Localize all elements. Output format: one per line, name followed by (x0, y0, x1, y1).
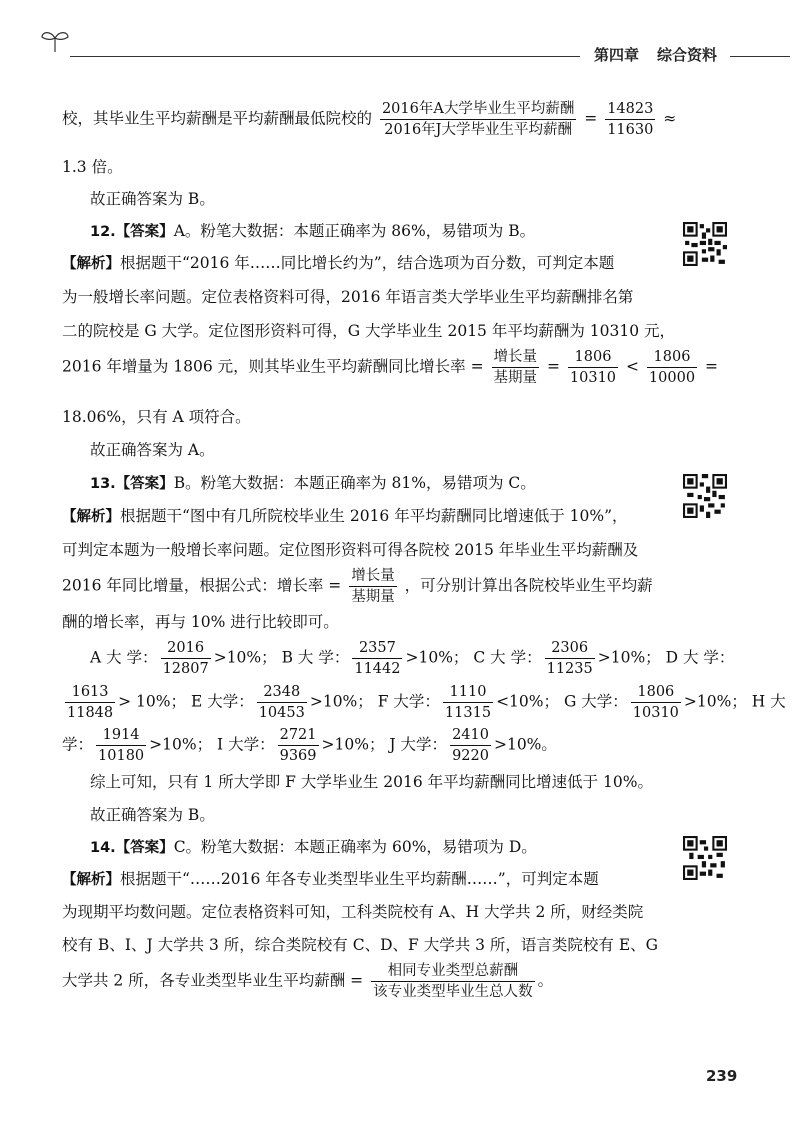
paragraph-line: 校有 B、I、J 大学共 3 所，综合类院校有 C、D、F 大学共 3 所，语言类院校有 E、G (62, 936, 659, 954)
fraction: $\frac{\text{增长量}}{\text{基期量}}$ (493, 349, 538, 387)
paragraph-line: 2016 年同比增量，根据公式：增长率 = $\frac{\text{增长量}}{\text{基期量}}$ ，可分别计算出各院校毕业生平均薪 (62, 568, 653, 606)
fraction: $\frac{1806}{10310}$ (569, 349, 617, 387)
answer-line-13: 13.【答案】B。粉笔大数据：本题正确率为 81%，易错项为 C。 (90, 474, 536, 492)
answer-line-14: 14.【答案】C。粉笔大数据：本题正确率为 60%，易错项为 D。 (90, 838, 537, 856)
paragraph-line: 校，其毕业生平均薪酬是平均薪酬最低院校的 $\frac{\text{2016年A大学毕业生平均薪酬}}{\text{2016年J大学毕业生平均薪酬}}$ = $\frac{14823}{11630}$ ≈ (62, 101, 677, 139)
fraction: $\frac{1806}{10310}$ (632, 684, 679, 722)
paragraph-line: 为一般增长率问题。定位表格资料可得，2016 年语言类大学毕业生平均薪酬排名第 (62, 288, 634, 306)
fraction: $\frac{1110}{11315}$ (444, 684, 492, 722)
paragraph-line: 综上可知，只有 1 所大学即 F 大学毕业生 2016 年平均薪酬同比增速低于 10%。 (90, 773, 654, 791)
calc-line: A 大 学： $\frac{2016}{12807}$ >10%； B 大 学： $\frac{2357}{11442}$ >10%； C 大 学： $\frac{2306}{11235}$ >10%； D 大 学： (90, 640, 735, 678)
page-number: 239 (706, 1067, 738, 1085)
fraction: $\frac{1806}{10000}$ (648, 349, 696, 387)
fraction: $\frac{2016}{12807}$ (162, 640, 209, 678)
paragraph-line: 为现期平均数问题。定位表格资料可知，工科类院校有 A、H 大学共 2 所，财经类院 (62, 903, 644, 921)
fraction: $\frac{2306}{11235}$ (546, 640, 593, 678)
sprout-icon (38, 28, 72, 56)
fraction: $\frac{1613}{11848}$ (67, 684, 114, 722)
paragraph-line: 故正确答案为 B。 (90, 190, 215, 208)
paragraph-line: 酬的增长率，再与 10% 进行比较即可。 (62, 613, 339, 631)
analysis-line: 【解析】根据题干“……2016 年各专业类型毕业生平均薪酬……”，可判定本题 (62, 870, 599, 888)
calc-line: 学： $\frac{1914}{10180}$ >10%； I 大学： $\frac{2721}{9369}$ >10%； J 大学： $\frac{2410}{9220}$ >10%。 (62, 727, 557, 765)
fraction: $\frac{\text{相同专业类型总薪酬}}{\text{该专业类型毕业生总人数}}$ (373, 963, 533, 1001)
chapter-number: 第四章 (594, 46, 640, 64)
calc-line: $\frac{1613}{11848}$ > 10%； E 大学： $\frac{2348}{10453}$ >10%； F 大学： $\frac{1110}{11315}$ <10%； G 大学： $\frac{1806}{10310}$ >10%； H 大 (67, 684, 786, 722)
chapter-title: 综合资料 (657, 46, 718, 64)
paragraph-line: 2016 年增量为 1806 元，则其毕业生平均薪酬同比增长率 = $\frac{\text{增长量}}{\text{基期量}}$ = $\frac{1806}{10310}$ < $\frac{1806}{10000}$ = (62, 349, 718, 387)
paragraph-line: 故正确答案为 B。 (90, 806, 215, 824)
header-rule (70, 56, 580, 57)
qr-code-icon[interactable] (683, 222, 727, 266)
chapter-header (594, 44, 717, 65)
paragraph-line: 可判定本题为一般增长率问题。定位图形资料可得各院校 2015 年毕业生平均薪酬及 (62, 541, 639, 559)
fraction: $\frac{\text{2016年A大学毕业生平均薪酬}}{\text{2016年J大学毕业生平均薪酬}}$ (381, 101, 575, 139)
fraction: $\frac{2348}{10453}$ (258, 684, 305, 722)
fraction: $\frac{2410}{9220}$ (452, 727, 489, 765)
paragraph-line: 18.06%，只有 A 项符合。 (62, 408, 251, 426)
qr-code-icon[interactable] (683, 836, 727, 880)
paragraph-line: 二的院校是 G 大学。定位图形资料可得，G 大学毕业生 2015 年平均薪酬为 10310 元， (62, 322, 676, 340)
paragraph-line: 故正确答案为 A。 (90, 441, 215, 459)
fraction: $\frac{14823}{11630}$ (607, 101, 654, 139)
qr-code-icon[interactable] (683, 474, 727, 518)
paragraph-line: 大学共 2 所，各专业类型毕业生平均薪酬 = $\frac{\text{相同专业类型总薪酬}}{\text{该专业类型毕业生总人数}}$ 。 (62, 963, 554, 1001)
answer-line-12: 12.【答案】A。粉笔大数据：本题正确率为 86%，易错项为 B。 (90, 222, 536, 240)
header-rule-right (730, 56, 790, 57)
analysis-line: 【解析】根据题干“2016 年……同比增长约为”，结合选项为百分数，可判定本题 (62, 254, 615, 272)
paragraph-line: 1.3 倍。 (62, 158, 123, 176)
fraction: $\frac{\text{增长量}}{\text{基期量}}$ (351, 568, 395, 606)
fraction: $\frac{2357}{11442}$ (354, 640, 401, 678)
analysis-line: 【解析】根据题干“图中有几所院校毕业生 2016 年平均薪酬同比增速低于 10%”， (62, 507, 628, 525)
fraction: $\frac{1914}{10180}$ (98, 727, 145, 765)
fraction: $\frac{2721}{9369}$ (279, 727, 317, 765)
